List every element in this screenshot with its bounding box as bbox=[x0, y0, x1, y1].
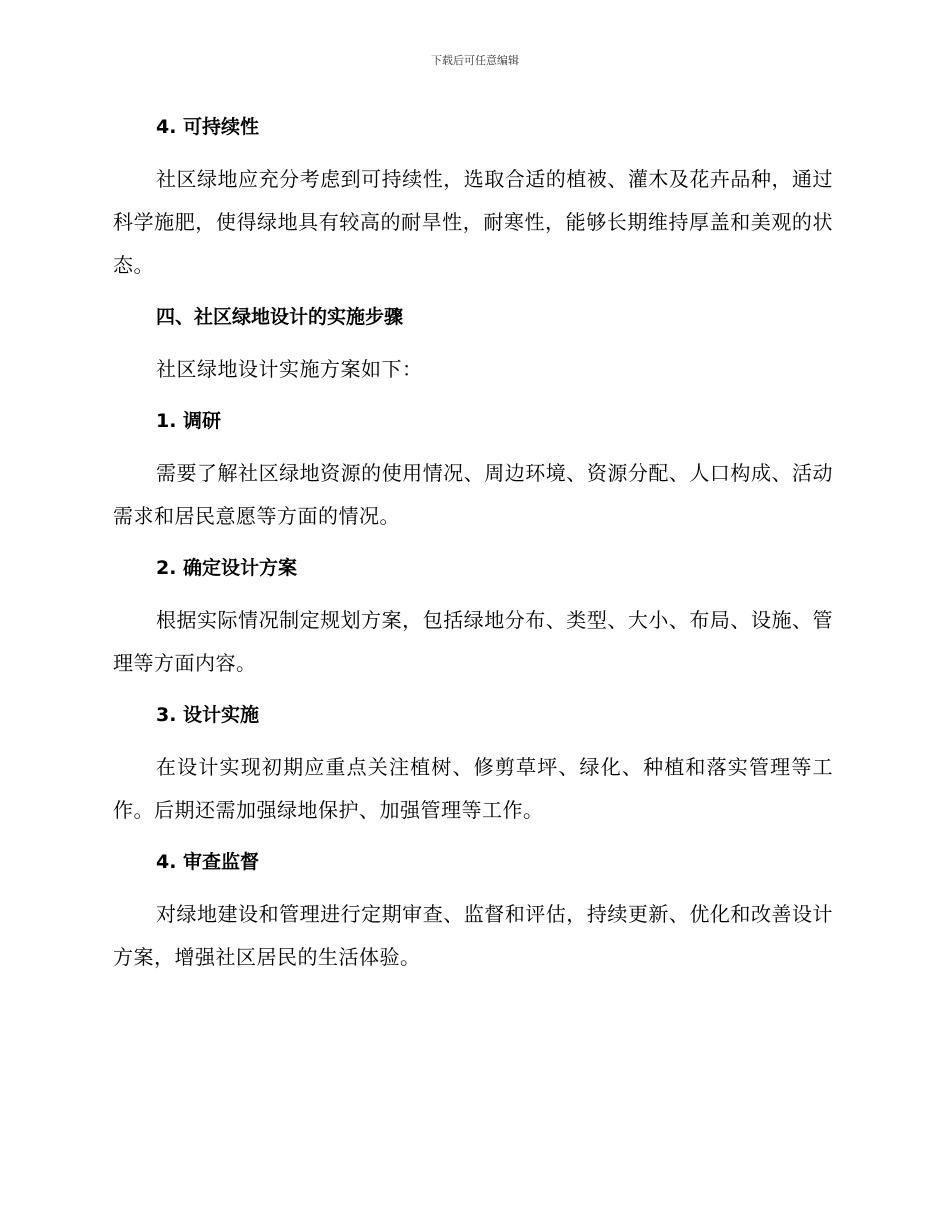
paragraph-research: 需要了解社区绿地资源的使用情况、周边环境、资源分配、人口构成、活动需求和居民意愿等方面的情况。 bbox=[113, 461, 833, 528]
page-header: 下载后可任意编辑 bbox=[431, 54, 519, 67]
paragraph-design-implementation: 在设计实现初期应重点关注植树、修剪草坪、绿化、种植和落实管理等工作。后期还需加强绿地保护、加强管理等工作。 bbox=[113, 755, 833, 822]
heading-sustainability: 4. 可持续性 bbox=[156, 116, 260, 138]
document-body bbox=[113, 106, 833, 979]
heading-design-plan: 2. 确定设计方案 bbox=[156, 557, 298, 579]
paragraph-design-plan: 根据实际情况制定规划方案，包括绿地分布、类型、大小、布局、设施、管理等方面内容。 bbox=[113, 608, 833, 675]
heading-implementation-steps: 四、社区绿地设计的实施步骤 bbox=[156, 306, 404, 328]
paragraph-sustainability: 社区绿地应充分考虑到可持续性，选取合适的植被、灌木及花卉品种，通过科学施肥，使得绿地具有较高的耐旱性，耐寒性，能够长期维持厚盖和美观的状态。 bbox=[113, 167, 833, 277]
paragraph-review-supervision: 对绿地建设和管理进行定期审查、监督和评估，持续更新、优化和改善设计方案，增强社区居民的生活体验。 bbox=[113, 902, 833, 969]
heading-review-supervision: 4. 审查监督 bbox=[156, 851, 260, 873]
heading-research: 1. 调研 bbox=[156, 410, 222, 432]
heading-design-implementation: 3. 设计实施 bbox=[156, 704, 260, 726]
paragraph-implementation-intro: 社区绿地设计实施方案如下： bbox=[156, 357, 423, 381]
